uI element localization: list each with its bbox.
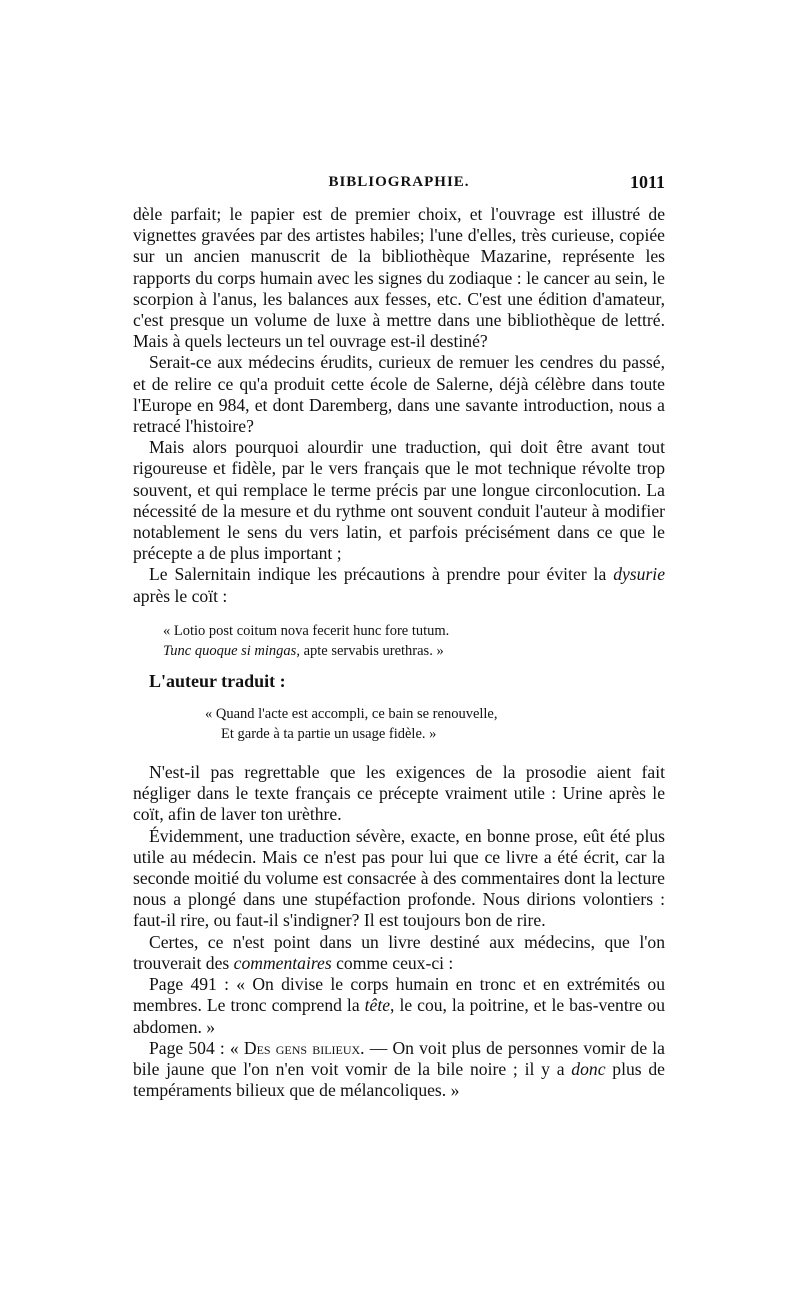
paragraph-7-text-a: Certes, ce n'est point dans un livre destiné aux médecins, que l'on trouverait des: [133, 931, 665, 973]
paragraph-4-italic: dysurie: [613, 564, 665, 585]
paragraph-4: [133, 564, 665, 606]
paragraph-9-italic: donc: [571, 1058, 606, 1079]
paragraph-8-text-b: , le cou, la poitrine, et le bas-ventre ou abdomen. »: [133, 995, 665, 1037]
latin-line-2-rest: apte servabis urethras. »: [299, 642, 444, 659]
paragraph-6: Évidemment, une traduction sévère, exacte, en bonne prose, eût été plus utile au médecin. Mais ce n'est pas pour lui que ce livre a été écrit, car la seconde moitié du volume est consacrée à des commentaires dont la lecture nous a plongé dans une stupéfaction profonde. Nous dirions volontiers : faut-il rire, ou faut-il s'indigner? Il est toujours bon de rire.: [133, 825, 665, 931]
paragraph-9-text-c: plus de tempéraments bilieux que de mélancoliques. »: [133, 1058, 665, 1101]
paragraph-9: [133, 1038, 665, 1102]
latin-line-2-italic: Tunc quoque si mingas,: [163, 642, 300, 659]
paragraph-5: N'est-il pas regrettable que les exigences de la prosodie aient fait négliger dans le texte français ce précepte vraiment utile : Urine après le coït, afin de laver ton urèthre.: [133, 762, 665, 825]
latin-line-1: « Lotio post coitum nova fecerit hunc fore tutum.: [163, 622, 450, 639]
paragraph-8-text-a: Page 491 : « On divise le corps humain en tronc et en extrémités ou membres. Le tronc comprend la: [133, 974, 665, 1016]
paragraph-4-text-a: Le Salernitain indique les précautions à prendre pour éviter la: [149, 564, 614, 585]
author-translates-heading: L'auteur traduit :: [149, 670, 286, 691]
page-header: [133, 174, 665, 198]
latin-quotation: [133, 621, 665, 661]
page-number: 1011: [629, 172, 665, 192]
paragraph-3: Mais alors pourquoi alourdir une traduction, qui doit être avant tout rigoureuse et fidèle, par le vers français que le mot technique révolte trop souvent, et qui remplace le terme précis par une longue circonlocution. La nécessité de la mesure et du rythme ont souvent conduit l'auteur à modifier notablement le sens du vers latin, et parfois précisément dans ce que le précepte a de plus important ;: [133, 437, 665, 564]
paragraph-9-text-b: — On voit plus de personnes vomir de la bile jaune que l'on n'en voit vomir de la bile noire ; il y a: [133, 1037, 665, 1079]
paragraph-8: [133, 974, 665, 1038]
paragraph-1: dèle parfait; le papier est de premier choix, et l'ouvrage est illustré de vignettes gravées par des artistes habiles; l'une d'elles, très curieuse, copiée sur un ancien manuscrit de la bibliothèque Mazarine, représente les rapports du corps humain avec les signes du zodiaque : le cancer au sein, le scorpion à l'anus, les balances aux fesses, etc. C'est une édition d'amateur, c'est presque un volume de luxe à mettre dans une bibliothèque de lettré. Mais à quels lecteurs un tel ouvrage est-il destiné?: [133, 204, 665, 352]
page-body: [133, 204, 665, 1101]
paragraph-4-text-b: après le coït :: [133, 585, 228, 606]
paragraph-8-italic: tête: [364, 995, 391, 1016]
paragraph-7-text-b: comme ceux-ci :: [331, 952, 454, 973]
running-title: BIBLIOGRAPHIE.: [328, 174, 470, 190]
paragraph-7-italic: commentaires: [233, 952, 332, 973]
french-verse-quotation: [133, 704, 665, 744]
paragraph-7: [133, 932, 665, 974]
paragraph-2: Serait-ce aux médecins érudits, curieux de remuer les cendres du passé, et de relire ce qu'a produit cette école de Salerne, déjà célèbre dans toute l'Europe en 984, et dont Daremberg, dans une savante introduction, nous a retracé l'histoire?: [133, 352, 665, 437]
paragraph-9-smallcaps: Des gens bilieux.: [243, 1037, 365, 1058]
verse-line-1: « Quand l'acte est accompli, ce bain se renouvelle,: [205, 706, 498, 723]
latin-line-2: [163, 641, 665, 661]
paragraph-9-text-a: Page 504 : «: [149, 1037, 244, 1058]
verse-line-2: Et garde à ta partie un usage fidèle. »: [221, 726, 437, 743]
